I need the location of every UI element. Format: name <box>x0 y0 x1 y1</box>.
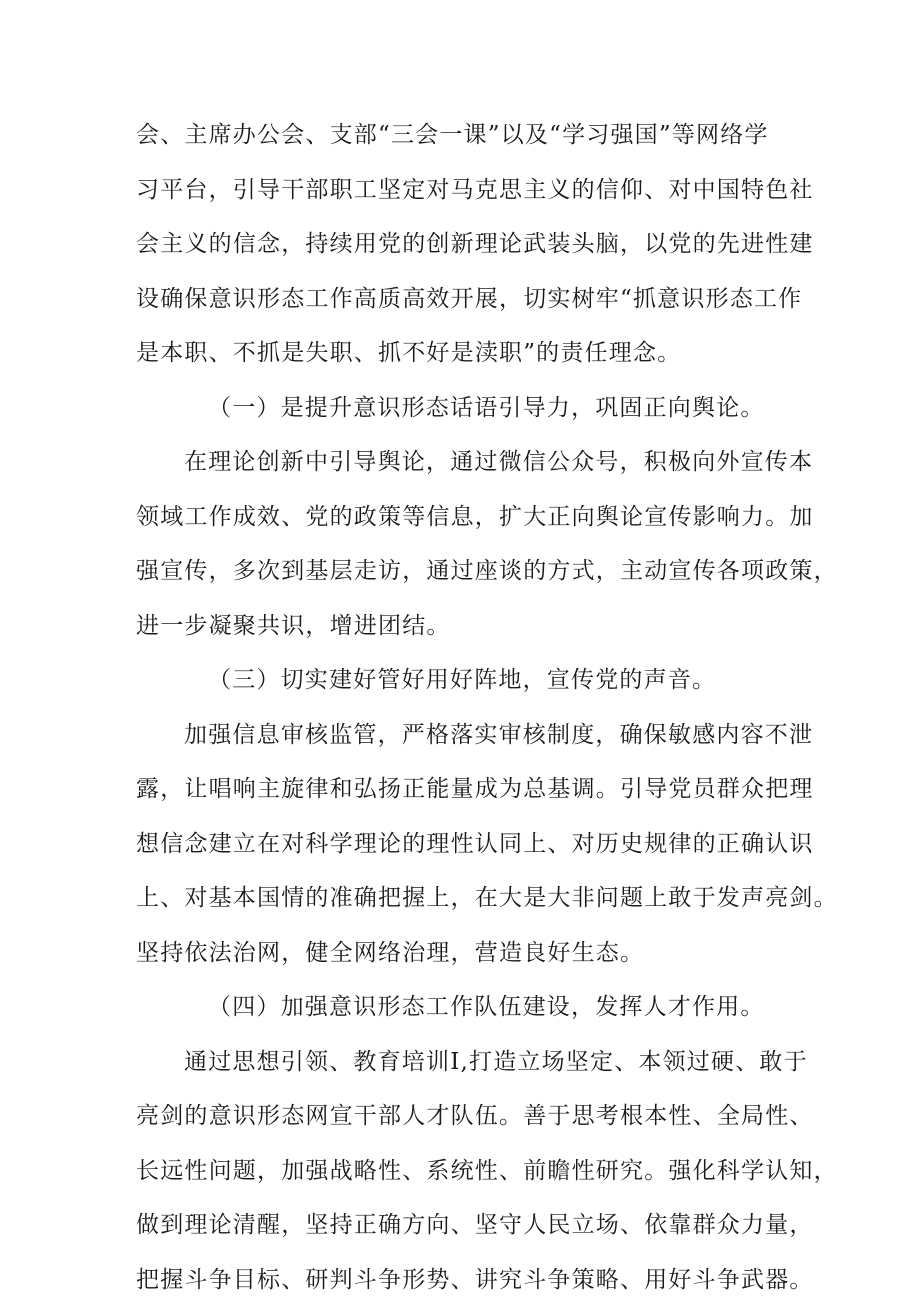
body-line-21: 做到理论清醒，坚持正确方向、坚守人民立场、依靠群众力量， <box>136 1198 804 1253</box>
body-line-3: 会主义的信念，持续用党的创新理论武装头脑，以党的先进性建 <box>136 217 804 272</box>
body-line-9: 强宣传，多次到基层走访，通过座谈的方式，主动宣传各项政策， <box>136 544 804 599</box>
body-line-13: 露，让唱响主旋律和弘扬正能量成为总基调。引导党员群众把理 <box>136 762 804 817</box>
body-line-22: 把握斗争目标、研判斗争形势、讲究斗争策略、用好斗争武器。 <box>136 1253 804 1307</box>
paragraph-start-3: 加强信息审核监管，严格落实审核制度，确保敏感内容不泄 <box>136 708 804 763</box>
body-line-16: 坚持依法治网，健全网络治理，营造良好生态。 <box>136 926 804 981</box>
section-heading-4: （四）加强意识形态工作队伍建设，发挥人才作用。 <box>136 980 804 1035</box>
section-heading-3: （三）切实建好管好用好阵地，宣传党的声音。 <box>136 653 804 708</box>
body-line-19: 亮剑的意识形态网宣干部人才队伍。善于思考根本性、全局性、 <box>136 1089 804 1144</box>
body-line-20: 长远性问题，加强战略性、系统性、前瞻性研究。强化科学认知， <box>136 1144 804 1199</box>
document-body <box>136 108 804 1307</box>
body-line-8: 领域工作成效、党的政策等信息，扩大正向舆论宣传影响力。加 <box>136 490 804 545</box>
body-line-1: 会、主席办公会、支部“三会一课”以及“学习强国”等网络学 <box>136 108 804 163</box>
paragraph-start-4: 通过思想引领、教育培训I,打造立场坚定、本领过硬、敢于 <box>136 1035 804 1090</box>
paragraph-start-1: 在理论创新中引导舆论，通过微信公众号，积极向外宣传本 <box>136 435 804 490</box>
section-heading-1: （一）是提升意识形态话语引导力，巩固正向舆论。 <box>136 381 804 436</box>
body-line-2: 习平台，引导干部职工坚定对马克思主义的信仰、对中国特色社 <box>136 163 804 218</box>
body-line-5: 是本职、不抓是失职、抓不好是渎职”的责任理念。 <box>136 326 804 381</box>
body-line-14: 想信念建立在对科学理论的理性认同上、对历史规律的正确认识 <box>136 817 804 872</box>
body-line-15: 上、对基本国情的准确把握上，在大是大非问题上敢于发声亮剑。 <box>136 871 804 926</box>
body-line-10: 进一步凝聚共识，增进团结。 <box>136 599 804 654</box>
body-line-4: 设确保意识形态工作高质高效开展，切实树牢“抓意识形态工作 <box>136 272 804 327</box>
